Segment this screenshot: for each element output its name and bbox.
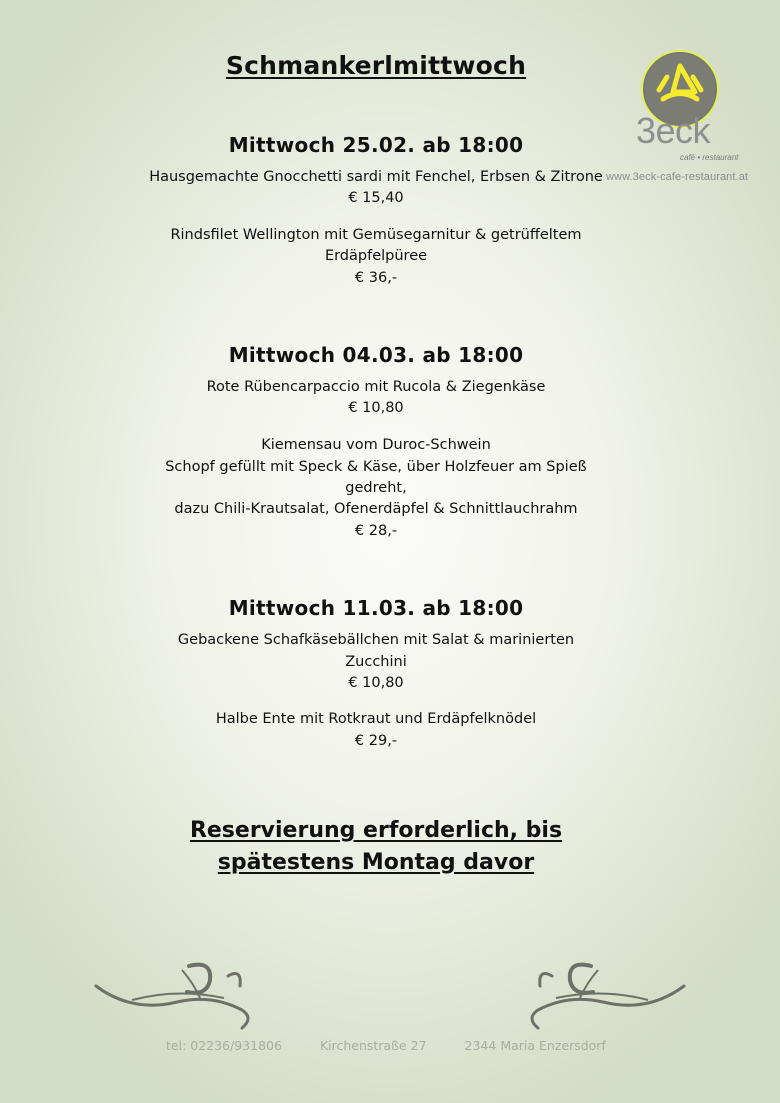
menu-price: € 36,- bbox=[354, 270, 398, 286]
menu-price: € 29,- bbox=[354, 733, 398, 749]
left-ornament-icon bbox=[92, 958, 267, 1038]
menu-price: € 10,80 bbox=[348, 675, 404, 691]
menu-line: Kiemensau vom Duroc-Schwein bbox=[261, 437, 491, 453]
logo-url: www.3eck-cafe-restaurant.at bbox=[606, 171, 749, 183]
logo-tagline: café • restaurant bbox=[680, 153, 739, 162]
event-heading: Mittwoch 25.02. ab 18:00 bbox=[228, 133, 524, 157]
menu-line: Halbe Ente mit Rotkraut und Erdäpfelknödel bbox=[215, 711, 537, 727]
reservation-note bbox=[0, 815, 752, 879]
menu-line: Schopf gefüllt mit Speck & Käse, über Holzfeuer am Spieß bbox=[165, 459, 587, 475]
menu-price: € 10,80 bbox=[348, 400, 404, 416]
menu-line: Zucchini bbox=[345, 654, 407, 670]
footer-contact bbox=[166, 1038, 640, 1053]
page-title: Schmankerlmittwoch bbox=[225, 51, 527, 80]
event-heading: Mittwoch 04.03. ab 18:00 bbox=[228, 343, 524, 367]
footer-street: Kirchenstraße 27 bbox=[319, 1038, 427, 1053]
menu-line: Rindsfilet Wellington mit Gemüsegarnitur & getrüffeltem bbox=[170, 227, 582, 243]
right-ornament-icon bbox=[513, 958, 688, 1038]
menu-line: Rote Rübencarpaccio mit Rucola & Ziegenkäse bbox=[206, 379, 546, 395]
reservation-line: spätestens Montag davor bbox=[217, 850, 535, 875]
menu-line: Gebackene Schafkäsebällchen mit Salat & marinierten bbox=[177, 632, 575, 648]
menu-price: € 28,- bbox=[354, 523, 398, 539]
footer-city: 2344 Maria Enzersdorf bbox=[464, 1038, 606, 1053]
event-heading: Mittwoch 11.03. ab 18:00 bbox=[228, 596, 524, 620]
menu-line: Erdäpfelpüree bbox=[324, 248, 428, 264]
menu-line: gedreht, bbox=[345, 480, 407, 496]
menu-price: € 15,40 bbox=[348, 190, 404, 206]
logo-wordmark: 3eck bbox=[636, 110, 711, 151]
menu-line: Hausgemachte Gnocchetti sardi mit Fenchel, Erbsen & Zitrone bbox=[149, 169, 603, 185]
menu-line: dazu Chili-Krautsalat, Ofenerdäpfel & Schnittlauchrahm bbox=[174, 501, 578, 517]
reservation-line: Reservierung erforderlich, bis bbox=[189, 818, 563, 843]
footer-phone: tel: 02236/931806 bbox=[166, 1038, 282, 1053]
